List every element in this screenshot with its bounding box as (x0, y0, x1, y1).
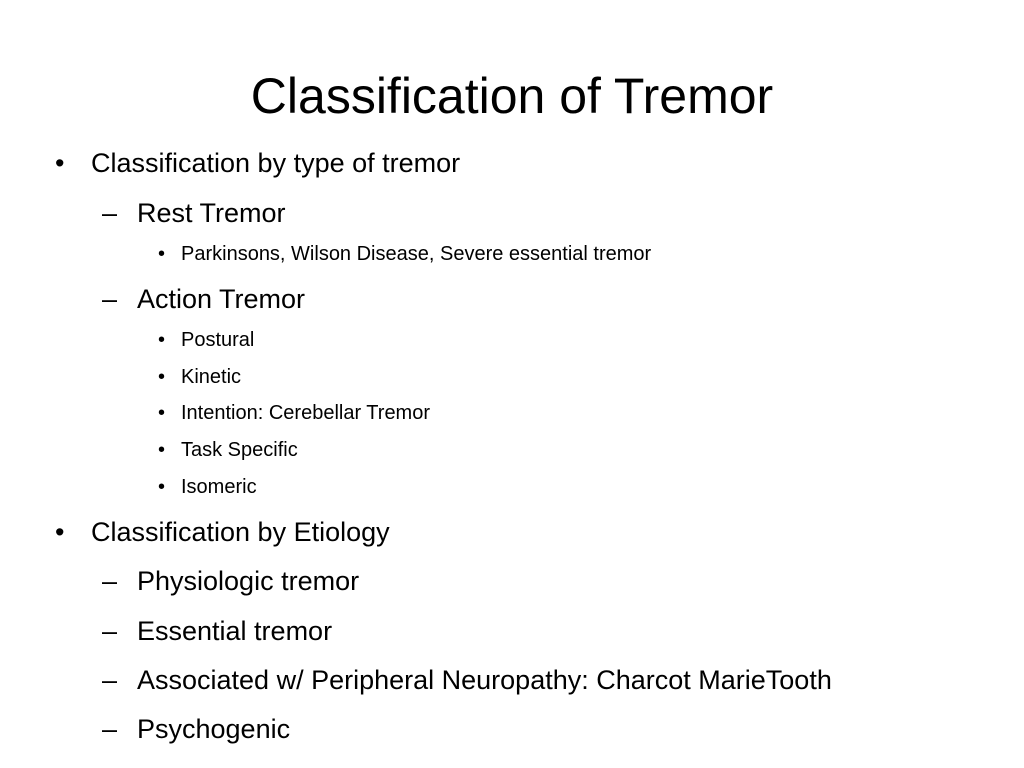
sub-sub-item-text: Task Specific (181, 439, 298, 461)
bullet-marker: • (158, 439, 166, 461)
bullet-marker: • (55, 517, 65, 547)
sub-sub-item-postural (158, 327, 255, 353)
sub-sub-item-text: Intention: Cerebellar Tremor (181, 402, 431, 424)
sub-item-text: Psychogenic (137, 714, 291, 744)
slide-title: Classification of Tremor (250, 68, 774, 124)
dash-marker: – (102, 284, 118, 314)
dash-marker: – (102, 665, 118, 695)
sub-sub-item-text: Postural (181, 329, 255, 351)
sub-sub-item-text: Kinetic (181, 366, 242, 388)
sub-item-rest-tremor (102, 196, 286, 230)
dash-marker: – (102, 616, 118, 646)
sub-sub-item-kinetic (158, 364, 242, 390)
sub-item-text: Essential tremor (137, 616, 333, 646)
bullet-text: Classification by type of tremor (91, 148, 461, 178)
dash-marker: – (102, 566, 118, 596)
sub-item-action-tremor (102, 282, 306, 316)
sub-item-neuropathy (102, 663, 832, 697)
sub-sub-item-task-specific (158, 437, 298, 463)
sub-item-psychogenic (102, 712, 291, 746)
bullet-marker: • (158, 476, 166, 498)
dash-marker: – (102, 198, 118, 228)
sub-sub-item-text: Isomeric (181, 476, 257, 498)
sub-item-physiologic (102, 564, 360, 598)
bullet-marker: • (158, 243, 166, 265)
bullet-marker: • (55, 148, 65, 178)
bullet-text: Classification by Etiology (91, 517, 390, 547)
sub-item-text: Action Tremor (137, 284, 306, 314)
bullet-item-etiology-classification (55, 515, 390, 549)
sub-item-essential (102, 614, 333, 648)
sub-sub-item-isomeric (158, 474, 257, 500)
bullet-marker: • (158, 329, 166, 351)
dash-marker: – (102, 714, 118, 744)
bullet-item-type-classification (55, 146, 461, 180)
sub-item-text: Physiologic tremor (137, 566, 360, 596)
bullet-marker: • (158, 366, 166, 388)
bullet-marker: • (158, 402, 166, 424)
sub-item-text: Associated w/ Peripheral Neuropathy: Charcot MarieTooth (137, 665, 832, 695)
sub-sub-item-text: Parkinsons, Wilson Disease, Severe essential tremor (181, 243, 652, 265)
sub-item-text: Rest Tremor (137, 198, 286, 228)
sub-sub-item-intention (158, 400, 431, 426)
sub-sub-item-rest-examples (158, 241, 652, 267)
